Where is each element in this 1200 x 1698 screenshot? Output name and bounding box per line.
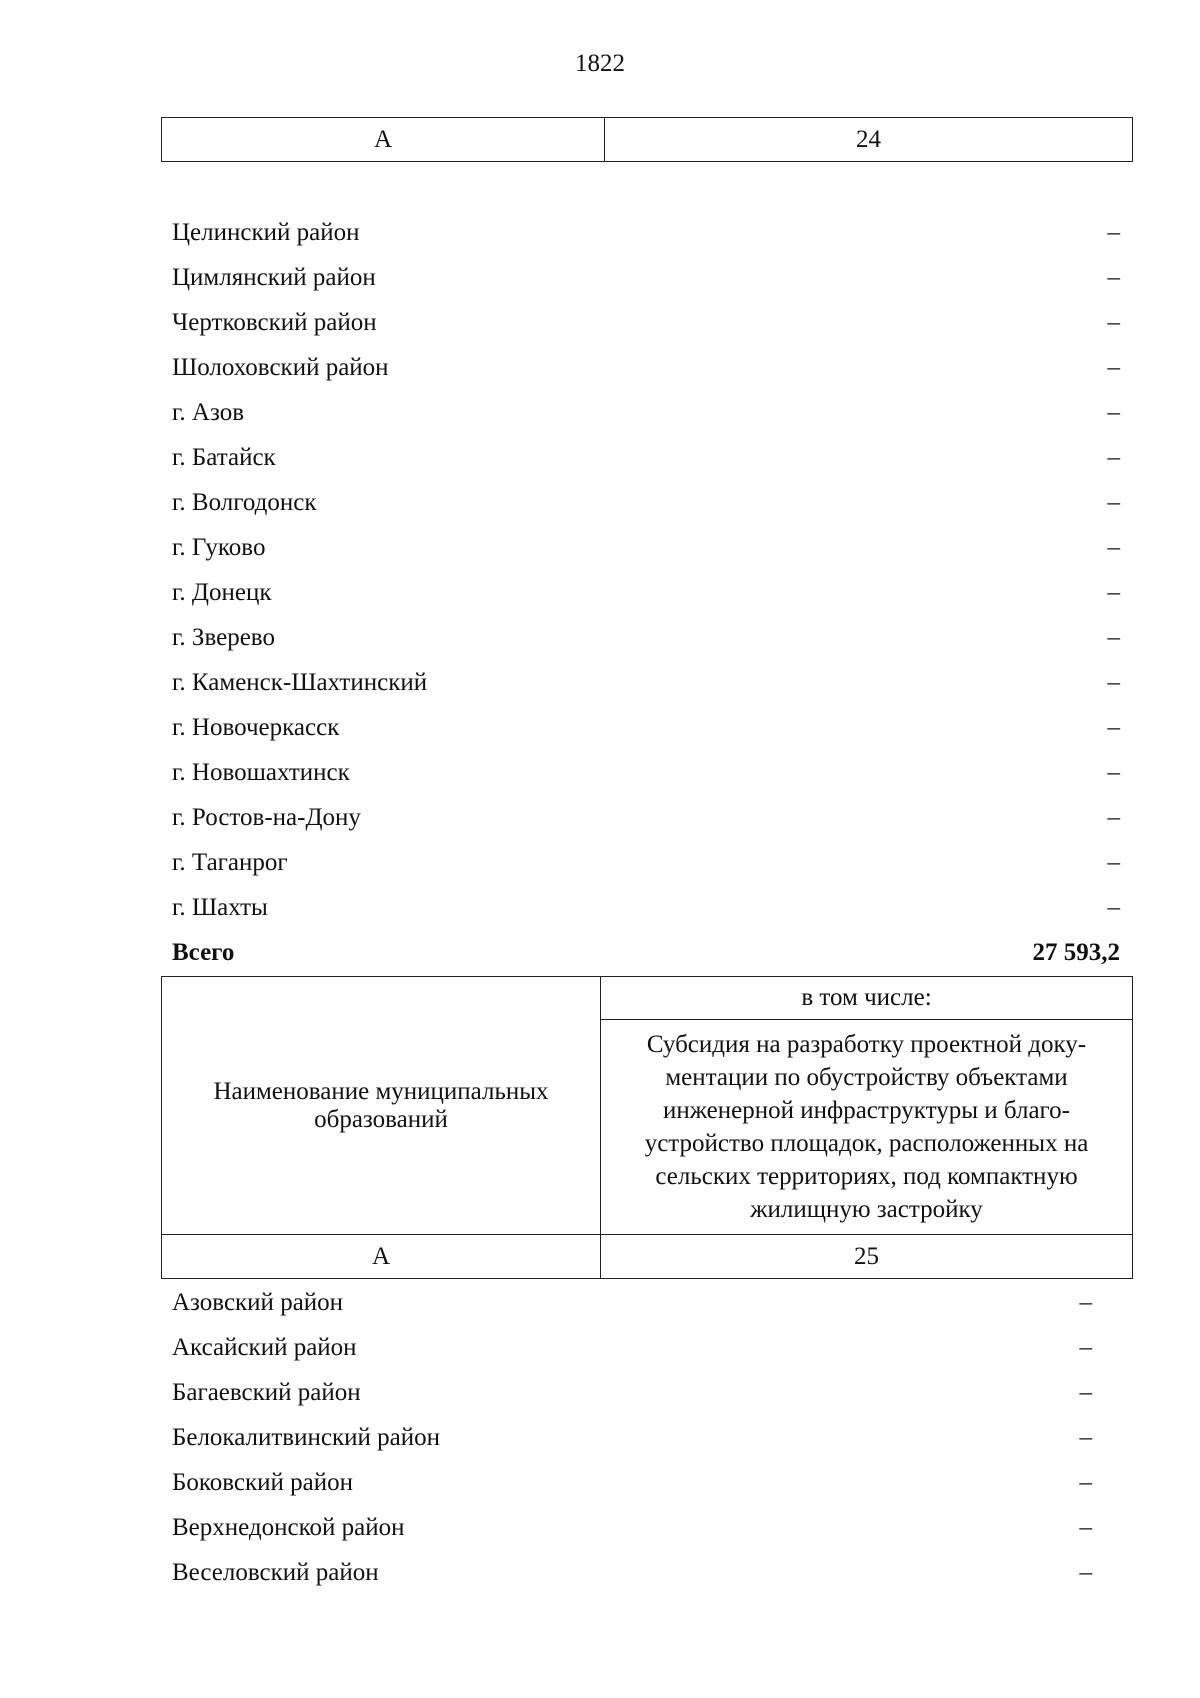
table-row <box>172 525 1120 570</box>
row-value: – <box>1107 668 1120 696</box>
table2-rows <box>172 1280 1092 1595</box>
row-value: – <box>1079 1333 1092 1361</box>
row-value: – <box>1107 488 1120 516</box>
table-row <box>172 885 1120 930</box>
row-name: Багаевский район <box>172 1378 361 1406</box>
row-name: Чертковский район <box>172 308 377 336</box>
table-row <box>172 1415 1092 1460</box>
table-row <box>172 345 1120 390</box>
row-name: Боковский район <box>172 1468 353 1496</box>
table-row <box>172 390 1120 435</box>
row-name: г. Донецк <box>172 578 272 606</box>
table-row <box>172 660 1120 705</box>
table-row <box>172 435 1120 480</box>
row-name: г. Шахты <box>172 893 268 921</box>
row-value: – <box>1107 758 1120 786</box>
table2-header-col-a: А <box>162 1235 601 1279</box>
row-value: – <box>1107 578 1120 606</box>
row-value: – <box>1107 893 1120 921</box>
row-name: г. Батайск <box>172 443 276 471</box>
table1-header-col-24: 24 <box>605 118 1133 162</box>
row-name: г. Таганрог <box>172 848 288 876</box>
row-name: г. Волгодонск <box>172 488 317 516</box>
page-number: 1822 <box>575 50 625 77</box>
total-value: 27 593,2 <box>1032 938 1120 966</box>
total-label: Всего <box>172 938 235 966</box>
row-value: – <box>1107 308 1120 336</box>
row-value: – <box>1079 1288 1092 1316</box>
table-row <box>172 750 1120 795</box>
table-row <box>172 1280 1092 1325</box>
table-row <box>172 480 1120 525</box>
table-row <box>172 705 1120 750</box>
row-name: г. Азов <box>172 398 245 426</box>
row-value: – <box>1107 803 1120 831</box>
row-name: Цимлянский район <box>172 263 376 291</box>
row-value: – <box>1079 1378 1092 1406</box>
row-name: Аксайский район <box>172 1333 357 1361</box>
table-row <box>172 1505 1092 1550</box>
row-value: – <box>1107 398 1120 426</box>
row-name: Веселовский район <box>172 1558 379 1586</box>
table2-header-col-25: 25 <box>601 1235 1133 1279</box>
table-row <box>172 1370 1092 1415</box>
row-name: Целинский район <box>172 218 360 246</box>
table1-header <box>161 117 1133 162</box>
row-value: – <box>1107 218 1120 246</box>
row-name: Азовский район <box>172 1288 344 1316</box>
row-value: – <box>1107 533 1120 561</box>
including-header: в том числе: <box>601 977 1133 1020</box>
table-row <box>172 615 1120 660</box>
total-row <box>172 930 1120 975</box>
row-value: – <box>1107 263 1120 291</box>
table-row <box>172 1325 1092 1370</box>
row-value: – <box>1107 848 1120 876</box>
table-row <box>172 795 1120 840</box>
row-name: Белокалитвинский район <box>172 1423 440 1451</box>
table-row <box>172 210 1120 255</box>
table-row <box>172 840 1120 885</box>
row-name: Шолоховский район <box>172 353 389 381</box>
row-name: г. Каменск-Шахтинский <box>172 668 428 696</box>
row-value: – <box>1079 1423 1092 1451</box>
table-row <box>172 255 1120 300</box>
municipality-name-header: Наименование муниципальных образований <box>162 977 601 1235</box>
row-name: г. Зверево <box>172 623 275 651</box>
row-value: – <box>1079 1468 1092 1496</box>
row-value: – <box>1107 443 1120 471</box>
row-value: – <box>1079 1513 1092 1541</box>
row-value: – <box>1107 713 1120 741</box>
row-value: – <box>1107 353 1120 381</box>
table-row <box>172 1460 1092 1505</box>
subsidy-description-header: Субсидия на разработку проектной доку-ментации по обустройству объектами инженерной инфраструктуры и благо-устройство площадок, расположенных на сельских территориях, под компактную жилищную застройку <box>601 1020 1133 1235</box>
table1-header-col-a: А <box>162 118 605 162</box>
row-name: Верхнедонской район <box>172 1513 405 1541</box>
table-row <box>172 300 1120 345</box>
table-row <box>172 1550 1092 1595</box>
row-value: – <box>1079 1558 1092 1586</box>
row-name: г. Новошахтинск <box>172 758 350 786</box>
row-value: – <box>1107 623 1120 651</box>
table2-header <box>161 976 1133 1279</box>
row-name: г. Гуково <box>172 533 266 561</box>
table-row <box>172 570 1120 615</box>
row-name: г. Ростов-на-Дону <box>172 803 361 831</box>
row-name: г. Новочеркасск <box>172 713 340 741</box>
table1-rows <box>172 210 1120 975</box>
